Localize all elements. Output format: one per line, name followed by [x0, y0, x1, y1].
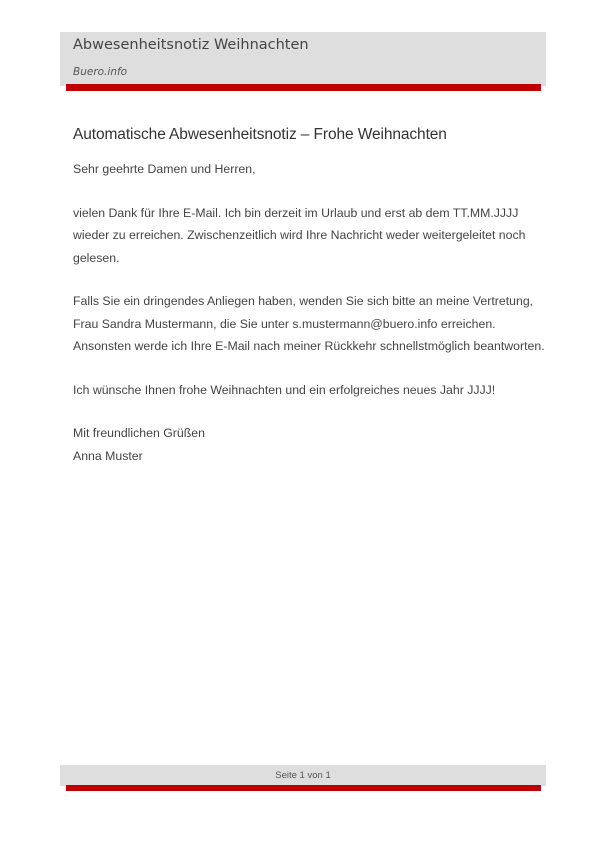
salutation: [73, 158, 533, 181]
page-header: [60, 32, 546, 86]
page-number: Seite 1 von 1: [275, 770, 331, 781]
footer-accent-bar: [66, 785, 541, 791]
header-subtitle: Buero.info: [73, 66, 128, 78]
salutation-text: Sehr geehrte Damen und Herren,: [73, 162, 256, 176]
paragraph-line: Frau Sandra Mustermann, die Sie unter s.mustermann@buero.info erreichen.: [73, 316, 496, 331]
page-footer: [60, 765, 546, 786]
signature-name: Anna Muster: [73, 448, 143, 463]
paragraph-line: Falls Sie ein dringendes Anliegen haben, wenden Sie sich bitte an meine Vertretung,: [73, 294, 534, 308]
paragraph-line: wieder zu erreichen. Zwischenzeitlich wird Ihre Nachricht weder weitergeleitet noch: [73, 228, 526, 242]
paragraph-line: Ansonsten werde ich Ihre E-Mail nach meiner Rückkehr schnellstmöglich beantworten.: [73, 339, 545, 353]
closing-text: Mit freundlichen Grüßen: [73, 426, 205, 440]
closing-block: [73, 422, 533, 467]
paragraph-substitute: [73, 290, 545, 358]
header-accent-bar: [66, 84, 541, 91]
header-title: Abwesenheitsnotiz Weihnachten: [73, 37, 309, 53]
document-heading: Automatische Abwesenheitsnotiz – Frohe Weihnachten: [73, 126, 447, 143]
paragraph-wishes: [73, 379, 533, 402]
paragraph-absence: [73, 202, 533, 270]
document-body: [73, 126, 545, 488]
paragraph-line: Ich wünsche Ihnen frohe Weihnachten und ein erfolgreiches neues Jahr JJJJ!: [73, 382, 496, 397]
paragraph-line: vielen Dank für Ihre E-Mail. Ich bin derzeit im Urlaub und erst ab dem TT.MM.JJJJ: [73, 205, 519, 220]
paragraph-line: gelesen.: [73, 250, 120, 265]
